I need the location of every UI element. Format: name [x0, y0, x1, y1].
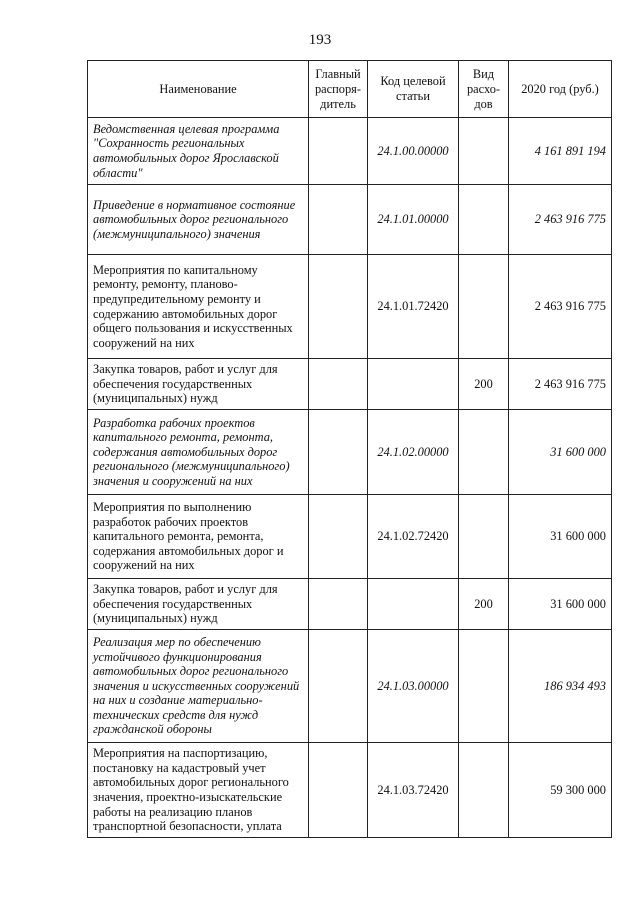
header-amount: 2020 год (руб.): [509, 61, 612, 118]
cell-name: Закупка товаров, работ и услуг для обеспечения государственных (муниципальных) нужд: [88, 579, 309, 630]
table-row: [88, 495, 612, 579]
table-row: [88, 410, 612, 495]
cell-name: Мероприятия по капитальному ремонту, ремонту, планово-предупредительному ремонту и содержанию автомобильных дорог общего пользования и искусственных сооружений на них: [88, 255, 309, 359]
budget-table: [87, 60, 612, 838]
cell-type: [459, 630, 509, 743]
table-row: [88, 185, 612, 255]
header-code: Код целевой статьи: [368, 61, 459, 118]
cell-name: Мероприятия на паспортизацию, постановку на кадастровый учет автомобильных дорог регионального значения, проектно-изыскательские работы на реализацию планов транспортной безопасности, уплата: [88, 743, 309, 838]
cell-name: Ведомственная целевая программа "Сохранность региональных автомобильных дорог Ярославской области": [88, 118, 309, 185]
cell-type: [459, 743, 509, 838]
table-row: [88, 118, 612, 185]
cell-admin: [309, 185, 368, 255]
table-row: [88, 255, 612, 359]
cell-type: [459, 255, 509, 359]
cell-amount: 2 463 916 775: [509, 255, 612, 359]
cell-type: 200: [459, 359, 509, 410]
table-row: [88, 743, 612, 838]
cell-admin: [309, 579, 368, 630]
cell-code: 24.1.02.00000: [368, 410, 459, 495]
cell-admin: [309, 630, 368, 743]
cell-name: Закупка товаров, работ и услуг для обеспечения государственных (муниципальных) нужд: [88, 359, 309, 410]
cell-code: 24.1.02.72420: [368, 495, 459, 579]
cell-name: Разработка рабочих проектов капитального ремонта, ремонта, содержания автомобильных дорог регионального (межмуниципального) значения и сооружений на них: [88, 410, 309, 495]
cell-code: 24.1.01.72420: [368, 255, 459, 359]
cell-amount: 59 300 000: [509, 743, 612, 838]
cell-amount: 31 600 000: [509, 579, 612, 630]
cell-admin: [309, 410, 368, 495]
cell-code: [368, 359, 459, 410]
cell-code: 24.1.01.00000: [368, 185, 459, 255]
cell-amount: 2 463 916 775: [509, 359, 612, 410]
cell-admin: [309, 743, 368, 838]
cell-code: 24.1.03.00000: [368, 630, 459, 743]
cell-type: 200: [459, 579, 509, 630]
cell-amount: 186 934 493: [509, 630, 612, 743]
header-admin: Главный распоря-дитель: [309, 61, 368, 118]
cell-amount: 31 600 000: [509, 410, 612, 495]
cell-type: [459, 495, 509, 579]
table-header-row: [88, 61, 612, 118]
table-row: [88, 359, 612, 410]
table-row: [88, 630, 612, 743]
header-type: Вид расхо-дов: [459, 61, 509, 118]
cell-admin: [309, 359, 368, 410]
cell-amount: 4 161 891 194: [509, 118, 612, 185]
cell-admin: [309, 118, 368, 185]
cell-name: Приведение в нормативное состояние автомобильных дорог регионального (межмуниципального) значения: [88, 185, 309, 255]
cell-type: [459, 185, 509, 255]
cell-name: Реализация мер по обеспечению устойчивого функционирования автомобильных дорог регионального значения и искусственных сооружений на них и создание материально-технических средств для нужд гражданской обороны: [88, 630, 309, 743]
page-number: 193: [308, 32, 332, 48]
cell-code: 24.1.03.72420: [368, 743, 459, 838]
cell-code: 24.1.00.00000: [368, 118, 459, 185]
cell-amount: 31 600 000: [509, 495, 612, 579]
cell-admin: [309, 255, 368, 359]
cell-code: [368, 579, 459, 630]
cell-amount: 2 463 916 775: [509, 185, 612, 255]
cell-admin: [309, 495, 368, 579]
table-body: [88, 118, 612, 838]
cell-type: [459, 410, 509, 495]
table-row: [88, 579, 612, 630]
header-name: Наименование: [88, 61, 309, 118]
cell-type: [459, 118, 509, 185]
cell-name: Мероприятия по выполнению разработок рабочих проектов капитального ремонта, ремонта, содержания автомобильных дорог и сооружений на них: [88, 495, 309, 579]
